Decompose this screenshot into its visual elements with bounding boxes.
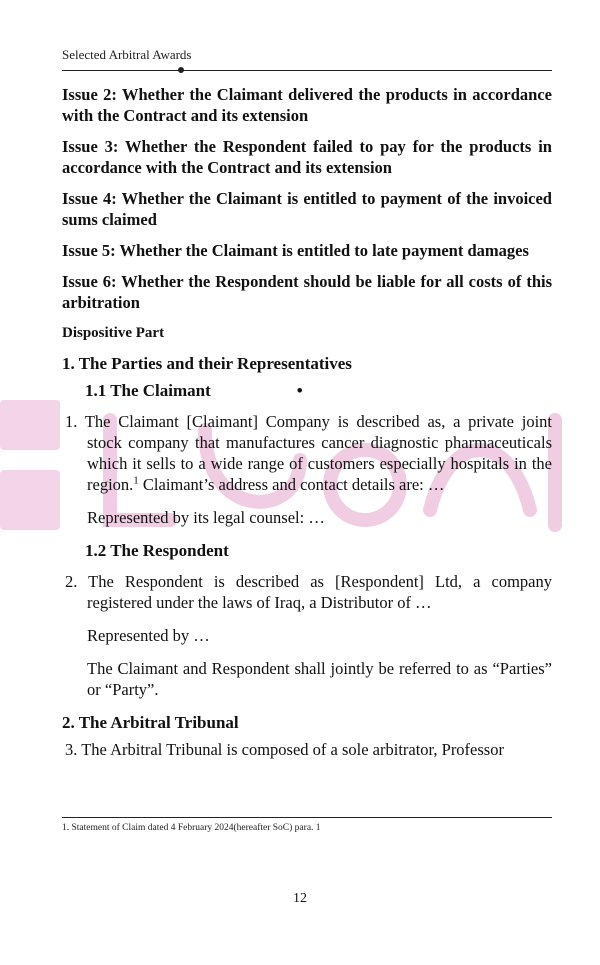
paragraph-1-representation: Represented by its legal counsel: … [87, 508, 325, 527]
footnote-marker: 1 [133, 474, 139, 487]
page-number: 12 [293, 891, 307, 906]
issue-6: Issue 6: Whether the Respondent should be liable for all costs of this arbitration [62, 272, 552, 312]
section-1-heading: 1. The Parties and their Representatives [62, 354, 352, 373]
section-2-heading: 2. The Arbitral Tribunal [62, 713, 239, 732]
subsection-1-2-heading: 1.2 The Respondent [85, 541, 229, 560]
paragraph-2-joint-reference: The Claimant and Respondent shall jointly be referred to as “Parties” or “Party”. [87, 659, 552, 699]
paragraph-1-text: 1. The Claimant [Claimant] Company is described as, a private joint stock company that manufactures cancer diagnostic pharmaceuticals which it sells to a wide range of customers especially hospitals in the region. [65, 412, 552, 494]
paragraph-1-tail: Claimant’s address and contact details are: … [138, 475, 445, 494]
stray-bullet-mark: • [296, 381, 303, 400]
issue-4: Issue 4: Whether the Claimant is entitled to payment of the invoiced sums claimed [62, 189, 552, 229]
footnote-1: 1. Statement of Claim dated 4 February 2024(hereafter SoC) para. 1 [62, 823, 321, 833]
header-rule-dot [178, 67, 184, 73]
paragraph-1 [62, 411, 552, 495]
dispositive-heading: Dispositive Part [62, 325, 165, 341]
issue-5: Issue 5: Whether the Claimant is entitled to late payment damages [62, 241, 529, 260]
issue-2: Issue 2: Whether the Claimant delivered the products in accordance with the Contract and its extension [62, 85, 552, 125]
issue-3: Issue 3: Whether the Respondent failed to pay for the products in accordance with the Contract and its extension [62, 137, 552, 177]
page-body [62, 84, 552, 772]
paragraph-3: 3. The Arbitral Tribunal is composed of a sole arbitrator, Professor [65, 740, 504, 759]
footnote-rule [62, 817, 552, 818]
subsection-1-1-title: 1.1 The Claimant [85, 381, 211, 400]
header-rule [62, 70, 552, 71]
running-head: Selected Arbitral Awards [62, 47, 192, 62]
paragraph-2-representation: Represented by … [87, 626, 210, 645]
paragraph-2: 2. The Respondent is described as [Respondent] Ltd, a company registered under the laws of Iraq, a Distributor of … [65, 572, 552, 612]
subsection-1-1-heading [85, 380, 552, 401]
